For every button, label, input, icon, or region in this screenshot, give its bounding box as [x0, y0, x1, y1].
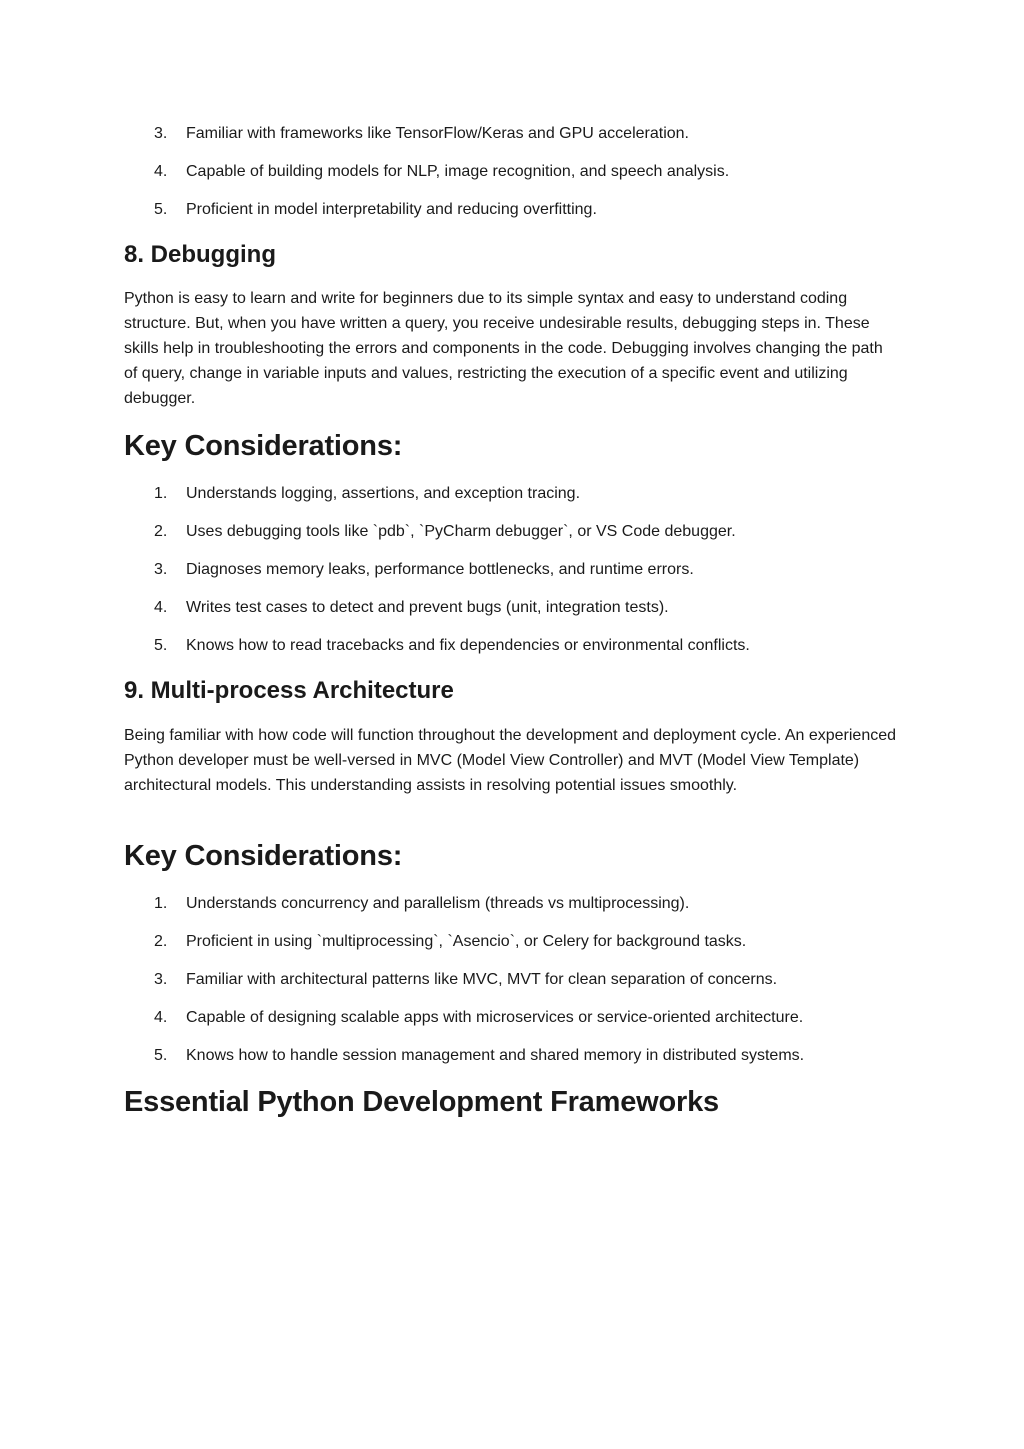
ml-skills-list-continued: [124, 124, 904, 238]
multiprocess-section: [124, 676, 904, 706]
list-item: [124, 1046, 904, 1066]
list-item: [124, 1008, 904, 1028]
list-item: [124, 162, 904, 182]
list-number: 2.: [154, 523, 168, 540]
list-item-text: Knows how to handle session management and shared memory in distributed systems.: [186, 1047, 805, 1064]
list-item-text: Uses debugging tools like `pdb`, `PyCharm debugger`, or VS Code debugger.: [186, 523, 736, 540]
list-item: [124, 560, 904, 580]
list-number: 3.: [154, 561, 168, 578]
key-considerations-section-2: [124, 839, 904, 873]
multiprocess-body: [124, 723, 904, 798]
list-item: [124, 522, 904, 542]
list-number: 4.: [154, 599, 168, 616]
list-number: 3.: [154, 971, 168, 988]
key-considerations-heading: Key Considerations:: [124, 840, 403, 872]
list-number: 5.: [154, 201, 168, 218]
list-item: [124, 970, 904, 990]
list-number: 4.: [154, 163, 168, 180]
list-number: 3.: [154, 125, 168, 142]
list-item-text: Proficient in using `multiprocessing`, `Asencio`, or Celery for background tasks.: [186, 933, 747, 950]
list-item-text: Understands logging, assertions, and exception tracing.: [186, 485, 581, 502]
list-item-text: Writes test cases to detect and prevent bugs (unit, integration tests).: [186, 599, 669, 616]
list-item-text: Capable of designing scalable apps with microservices or service-oriented architecture.: [186, 1009, 804, 1026]
debugging-section: [124, 240, 904, 270]
list-item: [124, 636, 904, 656]
key-considerations-heading: Key Considerations:: [124, 430, 403, 462]
multiprocess-heading: 9. Multi-process Architecture: [124, 677, 454, 704]
multiprocess-considerations-list: [124, 894, 904, 1084]
list-item: [124, 932, 904, 952]
list-number: 5.: [154, 637, 168, 654]
list-item-text: Capable of building models for NLP, image recognition, and speech analysis.: [186, 163, 730, 180]
list-number: 4.: [154, 1009, 168, 1026]
list-item: [124, 200, 904, 220]
debugging-considerations-list: [124, 484, 904, 674]
debugging-body: [124, 286, 904, 411]
list-item: [124, 598, 904, 618]
list-item: [124, 894, 904, 914]
debugging-heading: 8. Debugging: [124, 241, 276, 268]
list-number: 2.: [154, 933, 168, 950]
key-considerations-section-1: [124, 429, 904, 463]
list-item: [124, 484, 904, 504]
frameworks-section: [124, 1085, 904, 1119]
list-number: 1.: [154, 895, 168, 912]
list-number: 5.: [154, 1047, 168, 1064]
list-item-text: Knows how to read tracebacks and fix dependencies or environmental conflicts.: [186, 637, 750, 654]
list-item-text: Familiar with architectural patterns like MVC, MVT for clean separation of concerns.: [186, 971, 778, 988]
debugging-paragraph: Python is easy to learn and write for beginners due to its simple syntax and easy to understand coding structure. But, when you have written a query, you receive undesirable results, debugging steps in. These skills help in troubleshooting the errors and components in the code. Debugging involves changing the path of query, change in variable inputs and values, restricting the execution of a specific event and utilizing debugger.: [124, 290, 883, 407]
list-item: [124, 124, 904, 144]
frameworks-heading: Essential Python Development Frameworks: [124, 1086, 719, 1118]
list-item-text: Understands concurrency and parallelism (threads vs multiprocessing).: [186, 895, 690, 912]
multiprocess-paragraph: Being familiar with how code will function throughout the development and deployment cycle. An experienced Python developer must be well-versed in MVC (Model View Controller) and MVT (Model View Template) architectural models. This understanding assists in resolving potential issues smoothly.: [124, 727, 897, 794]
list-number: 1.: [154, 485, 168, 502]
list-item-text: Familiar with frameworks like TensorFlow/Keras and GPU acceleration.: [186, 125, 689, 142]
list-item-text: Diagnoses memory leaks, performance bottlenecks, and runtime errors.: [186, 561, 694, 578]
list-item-text: Proficient in model interpretability and reducing overfitting.: [186, 201, 597, 218]
